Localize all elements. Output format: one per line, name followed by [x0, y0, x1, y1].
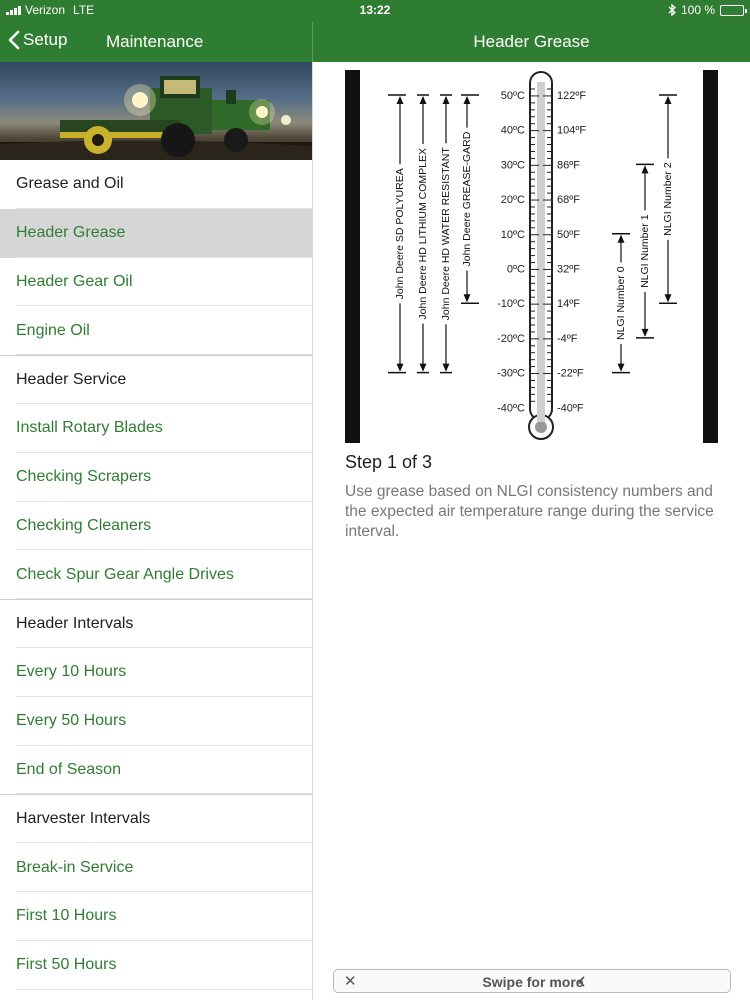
sidebar-item[interactable] [0, 892, 312, 941]
section-header [0, 794, 312, 843]
nlgi-range-label: NLGI Number 1 [639, 214, 651, 288]
celsius-label: 0ºC [506, 263, 525, 276]
left-border [345, 70, 360, 443]
chevron-left-icon [8, 30, 20, 50]
celsius-label: -30ºC [497, 367, 525, 380]
sidebar-item[interactable] [0, 843, 312, 892]
grease-range-arrow [420, 364, 427, 372]
sidebar-item-label: First 10 Hours [16, 907, 117, 925]
sidebar-item[interactable] [0, 697, 312, 746]
sidebar-item[interactable] [0, 746, 312, 795]
nlgi-range-arrow [642, 329, 649, 337]
fahrenheit-label: 68ºF [557, 194, 580, 207]
sidebar-item-label: Install Rotary Blades [16, 419, 163, 437]
thermometer-column [537, 82, 545, 422]
fahrenheit-label: 86ºF [557, 159, 580, 172]
sidebar-item[interactable] [0, 941, 312, 990]
sidebar-item-label: Check Spur Gear Angle Drives [16, 565, 234, 583]
master-title: Maintenance [106, 32, 204, 51]
sidebar-item[interactable] [0, 502, 312, 551]
sidebar [0, 62, 313, 1000]
back-label: Setup [23, 30, 68, 49]
section-header [0, 599, 312, 648]
fahrenheit-label: 104ºF [557, 124, 587, 137]
fahrenheit-label: -22ºF [557, 367, 584, 380]
grease-range-arrow [443, 96, 450, 104]
grease-temperature-chart [345, 70, 718, 443]
grease-range-arrow [397, 364, 404, 372]
celsius-label: 40ºC [500, 124, 525, 137]
right-border [703, 70, 718, 443]
fahrenheit-label: 14ºF [557, 298, 580, 311]
grease-range-arrow [397, 96, 404, 104]
sidebar-item[interactable] [0, 306, 312, 355]
harvester-illustration [0, 62, 313, 160]
sidebar-item-label: Grease and Oil [16, 175, 124, 193]
nlgi-range-label: NLGI Number 0 [615, 266, 627, 340]
clock: 13:22 [359, 3, 391, 17]
sidebar-item-label: Checking Scrapers [16, 468, 152, 486]
sidebar-item-label: Every 10 Hours [16, 663, 127, 681]
sidebar-item-label: Header Grease [16, 224, 126, 242]
nlgi-range-arrow [665, 294, 672, 302]
grease-range-arrow [443, 364, 450, 372]
sidebar-list [0, 160, 312, 990]
sidebar-item[interactable] [0, 550, 312, 599]
celsius-label: 10ºC [500, 228, 525, 241]
master-nav [0, 22, 313, 62]
grease-range-label: John Deere HD LITHIUM COMPLEX [417, 148, 429, 320]
celsius-label: -10ºC [497, 298, 525, 311]
sidebar-item-label: First 50 Hours [16, 956, 117, 974]
back-button[interactable] [8, 30, 67, 50]
celsius-label: 50ºC [500, 90, 525, 102]
status-right [668, 3, 744, 17]
thermometer-bulb-fill [535, 421, 547, 433]
sidebar-item[interactable] [0, 404, 312, 453]
carrier-name: Verizon [25, 3, 66, 17]
sidebar-item-label: Checking Cleaners [16, 516, 152, 534]
section-header [0, 160, 312, 209]
sidebar-item[interactable] [0, 258, 312, 307]
celsius-label: 20ºC [500, 194, 525, 207]
fahrenheit-label: -40ºF [557, 402, 584, 415]
fahrenheit-label: 32ºF [557, 263, 580, 276]
detail-title: Header Grease [473, 32, 590, 51]
sidebar-item-label: Harvester Intervals [16, 809, 151, 827]
grease-range-label: John Deere SD POLYUREA [394, 168, 406, 300]
close-icon[interactable]: ✕ [344, 973, 357, 990]
nlgi-range-arrow [642, 165, 649, 173]
swipe-label: Swipe for more [482, 974, 584, 990]
sidebar-item[interactable] [0, 453, 312, 502]
nlgi-range-arrow [665, 96, 672, 104]
sidebar-item-label: Header Gear Oil [16, 272, 133, 290]
step-description: Use grease based on NLGI consistency numbers and the expected air temperature range during the service interval. [345, 483, 714, 540]
battery-icon [720, 5, 744, 16]
swipe-bar[interactable] [333, 969, 731, 993]
combine-harvester-photo [0, 62, 313, 160]
grease-range-arrow [420, 96, 427, 104]
grease-range-label: John Deere HD WATER RESISTANT [440, 147, 452, 321]
sidebar-item-label: Header Intervals [16, 614, 134, 632]
section-header [0, 355, 312, 404]
status-bar [0, 0, 750, 20]
celsius-label: -40ºC [497, 402, 525, 415]
sidebar-item[interactable] [0, 648, 312, 697]
celsius-label: 30ºC [500, 159, 525, 172]
top-bar [0, 0, 750, 62]
fahrenheit-label: 122ºF [557, 90, 587, 102]
sidebar-item-label: Every 50 Hours [16, 712, 127, 730]
fahrenheit-label: 50ºF [557, 228, 580, 241]
bluetooth-icon [668, 4, 676, 16]
fahrenheit-label: -4ºF [557, 332, 578, 345]
sidebar-item-label: Engine Oil [16, 321, 90, 339]
chevron-left-icon [578, 976, 585, 987]
detail-nav [313, 22, 750, 62]
grease-range-label: John Deere GREASE-GARD [461, 131, 473, 267]
network-type: LTE [73, 3, 95, 17]
grease-range-arrow [464, 294, 471, 302]
sidebar-item[interactable] [0, 209, 312, 258]
grease-range-arrow [464, 96, 471, 104]
sidebar-item-label: Break-in Service [16, 858, 134, 876]
step-indicator: Step 1 of 3 [345, 452, 433, 472]
nlgi-range-label: NLGI Number 2 [662, 162, 674, 236]
celsius-label: -20ºC [497, 332, 525, 345]
sidebar-item-label: End of Season [16, 760, 121, 778]
detail-pane [313, 62, 750, 1000]
battery-percent: 100 % [680, 3, 715, 17]
nlgi-range-arrow [618, 364, 625, 372]
nlgi-range-arrow [618, 235, 625, 243]
sidebar-item-label: Header Service [16, 370, 127, 388]
